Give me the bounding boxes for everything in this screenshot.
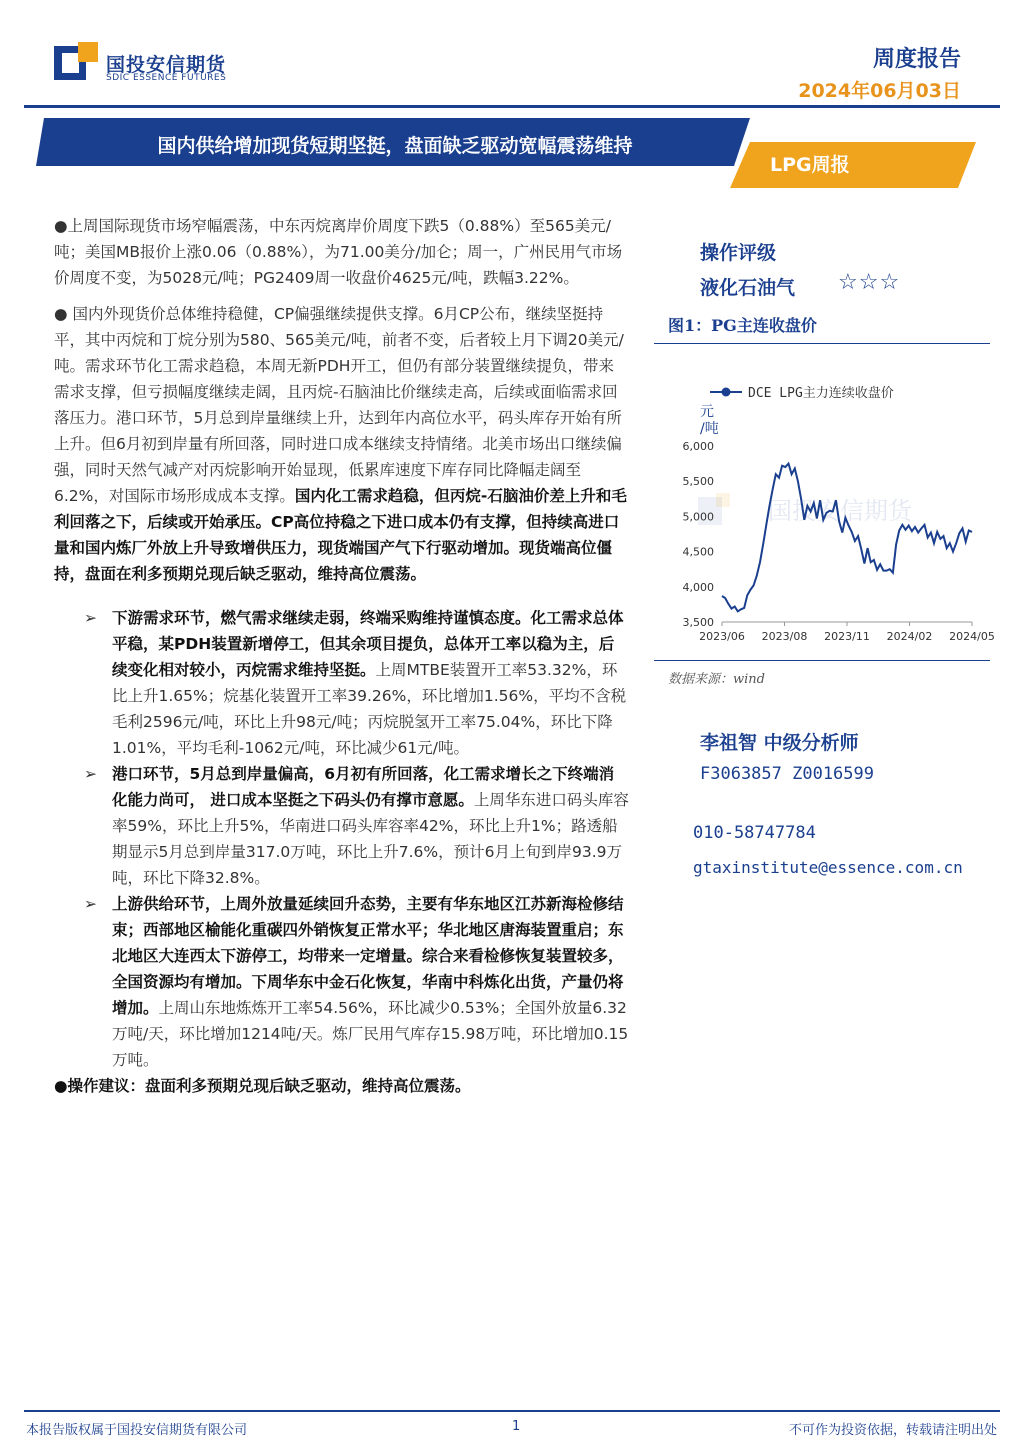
analyst-name: 李祖智 中级分析师 <box>700 732 859 754</box>
report-date: 2024年06月03日 <box>798 80 961 102</box>
header-divider <box>24 105 1000 108</box>
arrow-bullet-icon: ➢ <box>84 895 97 913</box>
y-tick-label: 4,500 <box>682 545 714 559</box>
analyst-certificate: F3063857 Z0016599 <box>700 764 874 784</box>
detail-list <box>54 605 629 1073</box>
legend-marker-icon <box>722 388 731 397</box>
list-item-lead: 港口环节，5月总到岸量偏高，6月初有所回落，化工需求增长之下终端消化能力尚可， 进口成本坚挺之下码头仍有撑市意愿。 <box>112 765 615 809</box>
list-item-lead: 下游需求环节，燃气需求继续走弱，终端采购维持谨慎态度。化工需求总体平稳，某PDH装置新增停工，但其余项目提负，总体开工率以稳为主，后续变化相对较小，丙烷需求维持坚挺。 <box>112 609 624 679</box>
chart-legend <box>710 385 894 401</box>
copyright-notice: 本报告版权属于国投安信期货有限公司 <box>26 1423 248 1438</box>
price-chart <box>660 372 995 652</box>
contact-email[interactable]: gtaxinstitute@essence.com.cn <box>693 858 963 877</box>
report-type: 周度报告 <box>872 47 961 72</box>
y-tick-label: 5,000 <box>682 510 714 524</box>
legend-label: DCE LPG主力连续收盘价 <box>748 386 894 401</box>
company-name-cn: 国投安信期货 <box>106 54 227 76</box>
arrow-bullet-icon: ➢ <box>84 765 97 783</box>
report-body <box>54 213 629 1109</box>
list-item <box>54 891 629 1073</box>
company-logo-icon <box>54 42 98 82</box>
summary-paragraph: ●上周国际现货市场窄幅震荡，中东丙烷离岸价周度下跌5（0.88%）至565美元/吨；美国MB报价上涨0.06（0.88%），为71.00美分/加仑；周一，广州民用气市场价周度不变，为5028元/吨；PG2409周一收盘价4625元/吨，跌幅3.22%。 <box>54 217 623 287</box>
company-name-en: SDIC ESSENCE FUTURES <box>106 73 227 83</box>
x-tick-label: 2023/11 <box>824 630 870 643</box>
page-number: 1 <box>512 1419 521 1434</box>
list-item <box>54 605 629 761</box>
contact-phone: 010-58747784 <box>693 823 816 843</box>
x-tick-label: 2024/02 <box>886 630 933 643</box>
disclaimer-notice: 不可作为投资依据，转载请注明出处 <box>788 1423 997 1438</box>
report-tag: LPG周报 <box>770 154 850 176</box>
list-item-detail: 上周山东地炼炼开工率54.56%，环比减少0.53%；全国外放量6.32万吨/天，环比增加1214吨/天。炼厂民用气库存15.98万吨，环比增加0.15万吨。 <box>112 999 629 1069</box>
data-source: 数据来源：wind <box>668 672 765 687</box>
analysis-paragraph <box>54 301 629 587</box>
y-tick-label: 4,000 <box>682 580 714 594</box>
y-axis-unit <box>700 404 719 437</box>
list-item <box>54 761 629 891</box>
list-item-lead: 上游供给环节，上周外放量延续回升态势，主要有华东地区江苏新海检修结束；西部地区榆能化重碳四外销恢复正常水平；华北地区唐海装置重启；东北地区大连西太下游停工，均带来一定增量。综合来看检修恢复装置较多，全国资源均有增加。下周华东中金石化恢复，华南中科炼化出货，产量仍将增加。 <box>112 895 624 1017</box>
y-tick-label: 6,000 <box>682 440 714 453</box>
x-tick-label: 2024/05 <box>949 630 995 643</box>
figure-title: 图1：PG主连收盘价 <box>668 316 817 335</box>
analysis-conclusion: 国内化工需求趋稳，但丙烷-石脑油价差上升和毛利回落之下，后续或开始承压。CP高位持稳之下进口成本仍有支撑，但持续高进口量和国内炼厂外放上升导致增供压力，现货端国产气下行驱动增加。现货端高位僵持，盘面在利多预期兑现后缺乏驱动，维持高位震荡。 <box>54 487 627 583</box>
watermark-text: 国投安信期货 <box>768 497 912 525</box>
figure-divider <box>654 343 990 344</box>
operation-advice: ●操作建议：盘面利多预期兑现后缺乏驱动，维持高位震荡。 <box>54 1077 471 1095</box>
source-divider <box>654 660 990 661</box>
rating-product: 液化石油气 <box>700 277 796 299</box>
list-item-detail: 上周MTBE装置开工率53.32%，环比上升1.65%；烷基化装置开工率39.26%，环比增加1.56%，平均不含税毛利2596元/吨，环比上升98元/吨；丙烷脱氢开工率75.04%，环比下降1.01%，平均毛利-1062元/吨，环比减少61元/吨。 <box>112 661 627 757</box>
y-axis-unit-part: 元 <box>700 404 714 420</box>
y-tick-label: 3,500 <box>682 616 714 629</box>
analysis-text: ● 国内外现货价总体维持稳健，CP偏强继续提供支撑。6月CP公布，继续坚挺持平，其中丙烷和丁烷分别为580、565美元/吨，前者不变，后者较上月下调20美元/吨。需求环节化工需求趋稳，本周无新PDH开工，但仍有部分装置继续提负，带来需求支撑，但亏损幅度继续走阔，且丙烷-石脑油比价继续走高，后续或面临需求回落压力。港口环节，5月总到岸量继续上升，达到年内高位水平，码头库存开始有所上升。但6月初到岸量有所回落，同时进口成本继续支持情绪。北美市场出口继续偏强，同时天然气减产对丙烷影响开始显现，低累库速度下库存同比降幅走阔至6.2%，对国际市场形成成本支撑。 <box>54 305 624 505</box>
arrow-bullet-icon: ➢ <box>84 609 97 627</box>
footer-divider <box>24 1410 1000 1412</box>
rating-stars-icon: ☆☆☆ <box>838 270 901 295</box>
x-tick-label: 2023/06 <box>699 630 745 643</box>
series-line <box>722 464 972 612</box>
y-tick-label: 5,500 <box>682 475 714 489</box>
y-axis-unit-part: /吨 <box>700 421 719 437</box>
rating-title: 操作评级 <box>700 242 777 264</box>
x-tick-label: 2023/08 <box>761 630 808 643</box>
report-headline: 国内供给增加现货短期坚挺，盘面缺乏驱动宽幅震荡维持 <box>157 135 633 157</box>
list-item-detail: 上周华东进口码头库容率59%，环比上升5%，华南进口码头库容率42%，环比上升1%；路透船期显示5月总到岸量317.0万吨，环比上升7.6%，预计6月上旬到岸93.9万吨，环比下降32.8%。 <box>112 791 629 887</box>
